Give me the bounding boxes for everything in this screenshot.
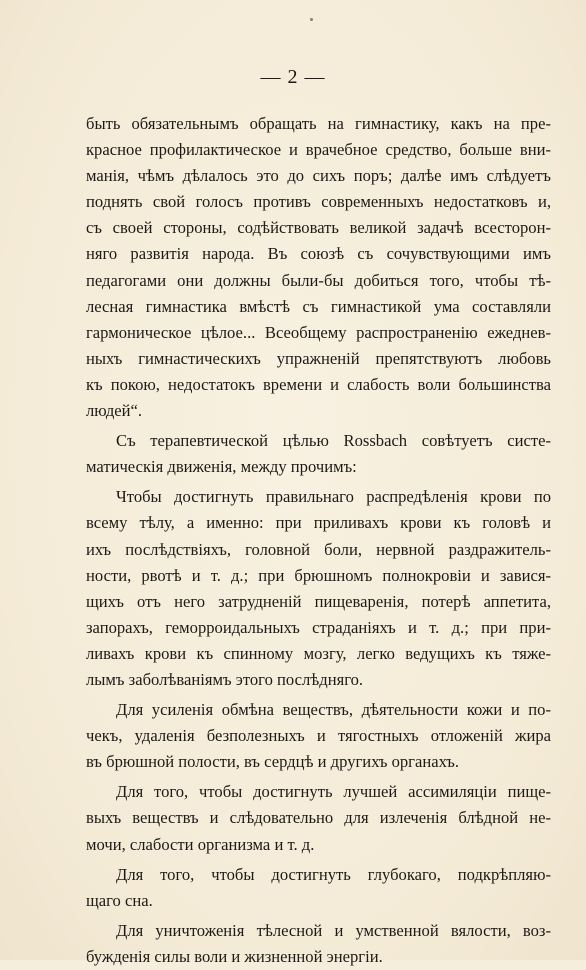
text-line: няго развитія народа. Въ союзѣ съ сочувствующими имъ xyxy=(86,244,551,264)
paragraph-start: Чтобы достигнуть правильнаго распредѣленія крови по xyxy=(116,487,551,507)
text-line: чекъ, удаленія безполезныхъ и тягостныхъ отложеній жира xyxy=(86,726,551,746)
text-line: щихъ отъ него затрудненій пищеваренія, потерѣ аппетита, xyxy=(86,591,551,611)
paragraph-start: Для уничтоженія тѣлесной и умственной вялости, воз- xyxy=(116,920,551,940)
text-line: лымъ заболѣваніямъ этого послѣдняго. xyxy=(86,669,364,689)
text-line: всему тѣлу, а именно: при приливахъ крови къ головѣ и xyxy=(86,513,551,533)
text-line: лесная гимнастика вмѣстѣ съ гимнастикой ума составляли xyxy=(86,296,551,316)
text-line: съ своей стороны, содѣйствовать великой задачѣ всесторон- xyxy=(86,218,551,238)
text-line: ихъ послѣдствіяхъ, головной боли, нервной раздражитель- xyxy=(86,539,551,559)
text-line: поднять свой голосъ противъ современныхъ недостатковъ и, xyxy=(86,192,551,212)
text-line: ливахъ крови къ спинному мозгу, легко ведущихъ къ тяже- xyxy=(86,643,551,663)
body-text xyxy=(86,111,551,970)
text-line: щаго сна. xyxy=(86,890,153,910)
text-line: манія, чѣмъ дѣлалось это до сихъ поръ; далѣе имъ слѣдуетъ xyxy=(86,166,551,186)
text-line: въ брюшной полости, въ сердцѣ и другихъ органахъ. xyxy=(86,752,459,772)
paragraph-start: Для того, чтобы достигнуть лучшей ассимиляціи пище- xyxy=(116,782,551,802)
text-line: ности, рвотѣ и т. д.; при брюшномъ полнокровіи и завися- xyxy=(86,565,551,585)
text-line: матическія движенія, между прочимъ: xyxy=(86,457,357,477)
paragraph-start: Для того, чтобы достигнуть глубокаго, подкрѣпляю- xyxy=(116,864,551,884)
text-line: гармоническое цѣлое... Всеобщему распространенію ежеднев- xyxy=(86,322,551,342)
text-line: ныхъ гимнастическихъ упражненій препятствуютъ любовь xyxy=(86,348,551,368)
text-line: мочи, слабости организма и т. д. xyxy=(86,834,315,854)
text-line: запорахъ, геморроидальныхъ страданіяхъ и т. д.; при при- xyxy=(86,617,551,637)
paragraph-start: Для усиленія обмѣна веществъ, дѣятельности кожи и по- xyxy=(116,700,551,720)
text-line: выхъ веществъ и слѣдовательно для излеченія блѣдной не- xyxy=(86,808,551,828)
text-line: педагогами они должны были-бы добиться того, чтобы тѣ- xyxy=(86,270,551,290)
text-line: быть обязательнымъ обращать на гимнастику, какъ на пре- xyxy=(86,114,551,133)
text-line: къ покою, недостатокъ времени и слабость воли большинства xyxy=(86,374,551,394)
text-line: людей“. xyxy=(86,401,143,421)
text-line: бужденія силы воли и жизненной энергіи. xyxy=(86,946,383,966)
page-number: — 2 — xyxy=(260,66,326,88)
paragraph-start: Съ терапевтической цѣлью Rossbach совѣтуетъ систе- xyxy=(116,431,551,451)
text-line: красное профилактическое и врачебное средство, больше вни- xyxy=(86,140,551,160)
print-speck xyxy=(310,18,313,21)
